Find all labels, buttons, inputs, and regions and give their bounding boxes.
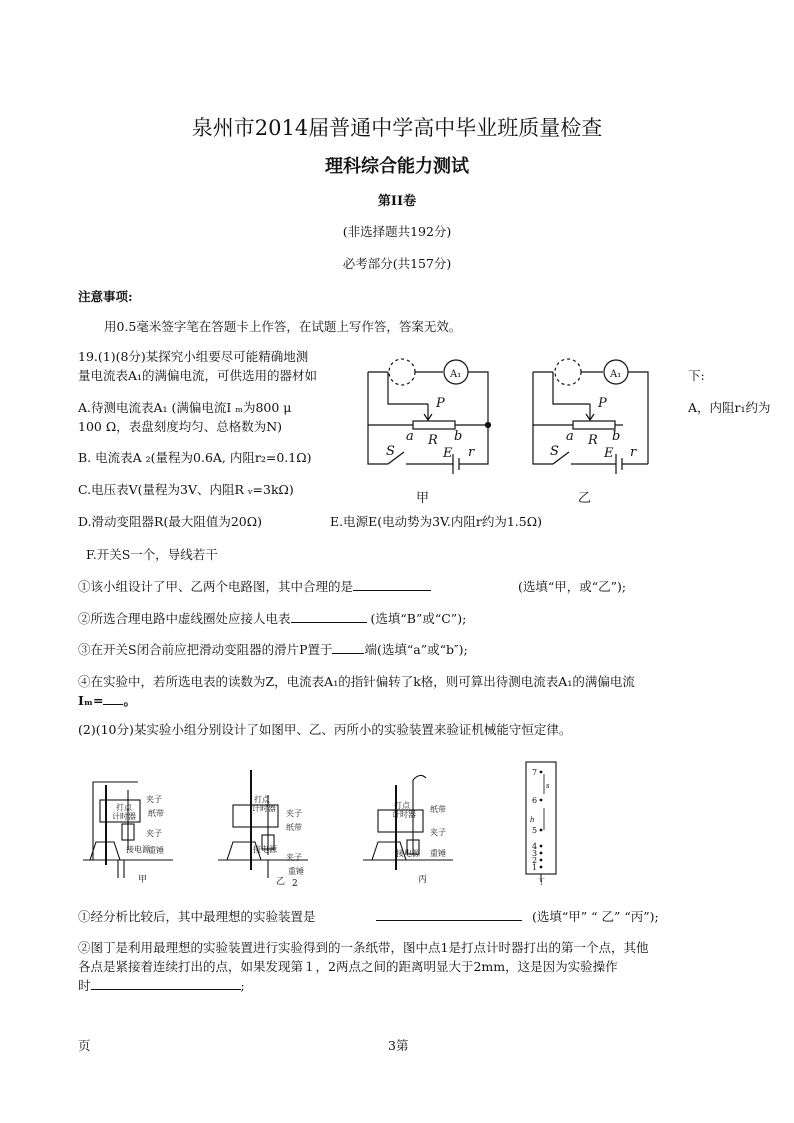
tape-dot [540, 845, 543, 848]
switch-label: S [550, 444, 559, 459]
source-label: E [443, 446, 453, 461]
q19-2-sub2-end: ; [240, 978, 245, 993]
num-2-label: 2 [292, 879, 298, 889]
tape-dot-label: 3 [532, 849, 538, 858]
q19-2-sub1-hint: (选填“甲” “ 乙” “丙”); [532, 909, 659, 924]
power-label: 接电源 [126, 845, 150, 854]
slider-label: P [598, 396, 607, 411]
apparatus-diagrams [78, 760, 588, 890]
q19-2-sub2-line1: ②图丁是利用最理想的实验装置进行实验得到的一条纸带，图中点1是打点计时器打出的第一个点，其他 [78, 940, 649, 955]
weight-label: 重锤 [430, 849, 446, 858]
tape-h-label: h [530, 816, 535, 824]
resistor-icon [413, 421, 455, 429]
fig-yi-label: 乙 [578, 491, 592, 506]
internal-r-label: r [468, 445, 475, 460]
notice-text: 用0.5毫米签字笔在答题卡上作答，在试题上写作答，答案无效。 [104, 319, 462, 334]
tape-label: 纸带 [148, 809, 164, 818]
tape-dot [540, 771, 543, 774]
tape-dot-label: 5 [532, 826, 538, 835]
weight-label: 重锤 [288, 867, 304, 876]
tape-dot [540, 799, 543, 802]
tape-dot [540, 866, 543, 869]
tape-s-label: s [546, 782, 550, 790]
q19-2-sub1 [78, 907, 316, 925]
resistor-label: R [428, 433, 438, 448]
tape-label: 纸带 [286, 823, 302, 832]
tape-dot-label: 4 [532, 842, 538, 851]
fig-jia-label: 甲 [138, 875, 148, 885]
q19-intro-line2-tail: 下: [688, 368, 705, 383]
dashed-meter-circle [389, 359, 415, 385]
fig-ding-label: 丁 [538, 878, 545, 885]
q19-2-sub1-text: ①经分析比较后，其中最理想的实验装置是 [78, 909, 316, 924]
q19-item-a-line2: 100 Ω，表盘刻度均匀、总格数为N) [78, 419, 283, 434]
clip2-label: 夹子 [146, 829, 162, 838]
timer-label-2: 计时器 [392, 810, 416, 819]
ammeter-label: A₁ [450, 369, 462, 380]
tape-dot-label: 7 [532, 768, 538, 777]
footer-left: 页 [78, 1038, 91, 1053]
timer-label-2: 计时器 [112, 812, 136, 821]
weight-label: 重锤 [148, 846, 164, 855]
q19-2-sub2-line2: 各点是紧接着连续打出的点，如果发现第１，2两点之间的距离明显大于2mm，这是因为实验操作 [78, 959, 618, 974]
resistor-icon [573, 421, 615, 429]
power-label: 接电源 [253, 845, 277, 854]
timer-label-1: 打点 [394, 801, 410, 810]
clip-label: 夹子 [286, 809, 302, 818]
slider-label: P [436, 396, 445, 411]
timer-label-2: 计时器 [252, 804, 276, 813]
fig-bing-label: 丙 [418, 875, 428, 885]
required-note: 必考部分(共157分) [342, 256, 452, 271]
answer-blank [353, 577, 431, 591]
end-b-label: b [612, 429, 621, 444]
q19-2-sub2-line3 [78, 976, 245, 994]
fig-yi-label: 乙 [276, 877, 286, 887]
tape-dot-label: 2 [532, 856, 538, 865]
footer-page-number: 3第 [388, 1038, 409, 1053]
answer-blank [103, 691, 123, 705]
q19-item-b: B. 电流表A ₂(量程为0.6A, 内阻r₂=0.1Ω) [78, 450, 312, 465]
subject-title: 理科综合能力测试 [325, 156, 469, 177]
switch-label: S [386, 444, 395, 459]
circuit-diagrams [358, 352, 688, 512]
answer-blank [332, 640, 364, 654]
answer-blank [291, 609, 367, 623]
q19-item-a-tail: A，内阻r₁约为 [688, 400, 771, 415]
end-a-label: a [566, 429, 574, 444]
dashed-meter-circle [555, 359, 581, 385]
ammeter-label: A₁ [610, 369, 622, 380]
battery-icon [453, 454, 459, 474]
end-a-label: a [406, 429, 414, 444]
clip-label: 夹子 [146, 795, 162, 804]
answer-blank [91, 976, 241, 990]
timer-label-1: 打点 [254, 795, 270, 804]
page-title: 泉州市2014届普通中学高中毕业班质量检查 [191, 116, 603, 140]
volume-title: 第II卷 [377, 194, 417, 209]
source-label: E [604, 446, 614, 461]
q19-sub3 [78, 640, 468, 658]
q19-sub2-hint: (选填“B”或“C”); [370, 611, 467, 626]
end-b-label: b [454, 429, 463, 444]
tape-dot-label: 6 [532, 796, 538, 805]
tape-dot [540, 859, 543, 862]
resistor-label: R [588, 433, 598, 448]
clip-label: 夹子 [430, 828, 446, 837]
q19-sub1 [78, 577, 431, 595]
tape-dot [540, 852, 543, 855]
q19-2-intro: (2)(10分)某实验小组分别设计了如图甲、乙、丙所小的实验装置来验证机械能守恒定律。 [78, 722, 572, 737]
tape-label: 纸带 [430, 805, 446, 814]
fig-jia-label: 甲 [416, 491, 430, 506]
q19-item-d: D.滑动变阻器R(最大阻值为20Ω) [78, 514, 262, 529]
q19-item-f: F.开关S一个，导线若干 [86, 547, 218, 562]
q19-sub2-text: ②所选合理电路中虚线圈处应接人电表 [78, 611, 291, 626]
internal-r-label: r [630, 445, 637, 460]
timer-label-1: 打点 [116, 803, 132, 812]
q19-sub4-end: 。 [123, 693, 136, 708]
q19-item-e: E.电源E(电动势为3V.内阻r约为1.5Ω) [330, 514, 542, 529]
power-label: 接电源 [396, 849, 420, 858]
paper-tape-diagram [522, 760, 562, 885]
q19-sub3-hint: 端(选填“a”或“b″); [364, 642, 468, 657]
q19-intro-line2: 量电流表A₁的满偏电流，可供选用的器材如 [78, 368, 318, 383]
q19-intro-line1: 19.(1)(8分)某探究小组要尽可能精确地测 [78, 349, 309, 364]
q19-item-c: C.电压表V(量程为3V、内阻R ᵥ=3kΩ) [78, 482, 294, 497]
q19-sub1-text: ①该小组设计了甲、乙两个电路图，其中合理的是 [78, 579, 354, 594]
q19-sub4-line2 [78, 691, 136, 709]
tape-dot [540, 829, 543, 832]
q19-item-a: A.待测电流表A₁ (满偏电流I ₘ为800 μ [78, 400, 292, 415]
q19-2-sub2-prefix: 时 [78, 978, 91, 993]
notice-heading: 注意事项: [78, 289, 133, 304]
q19-sub2 [78, 609, 466, 627]
nonchoice-note: (非选择题共192分) [342, 224, 452, 239]
battery-icon [616, 454, 622, 474]
q19-sub4-line1: ④在实验中，若所选电表的读数为Z，电流表A₁的指针偏转了k格，则可算出待测电流表A₁的满偏电流 [78, 674, 635, 689]
q19-sub1-hint: (选填“甲，或“乙”); [518, 579, 627, 594]
clip2-label: 夹子 [286, 853, 302, 862]
q19-sub4-im: Iₘ= [78, 693, 104, 708]
q19-sub3-text: ③在开关S闭合前应把滑动变阻器的滑片P置于 [78, 642, 333, 657]
answer-blank [376, 907, 522, 921]
tape-dot-label: 1 [532, 863, 538, 872]
